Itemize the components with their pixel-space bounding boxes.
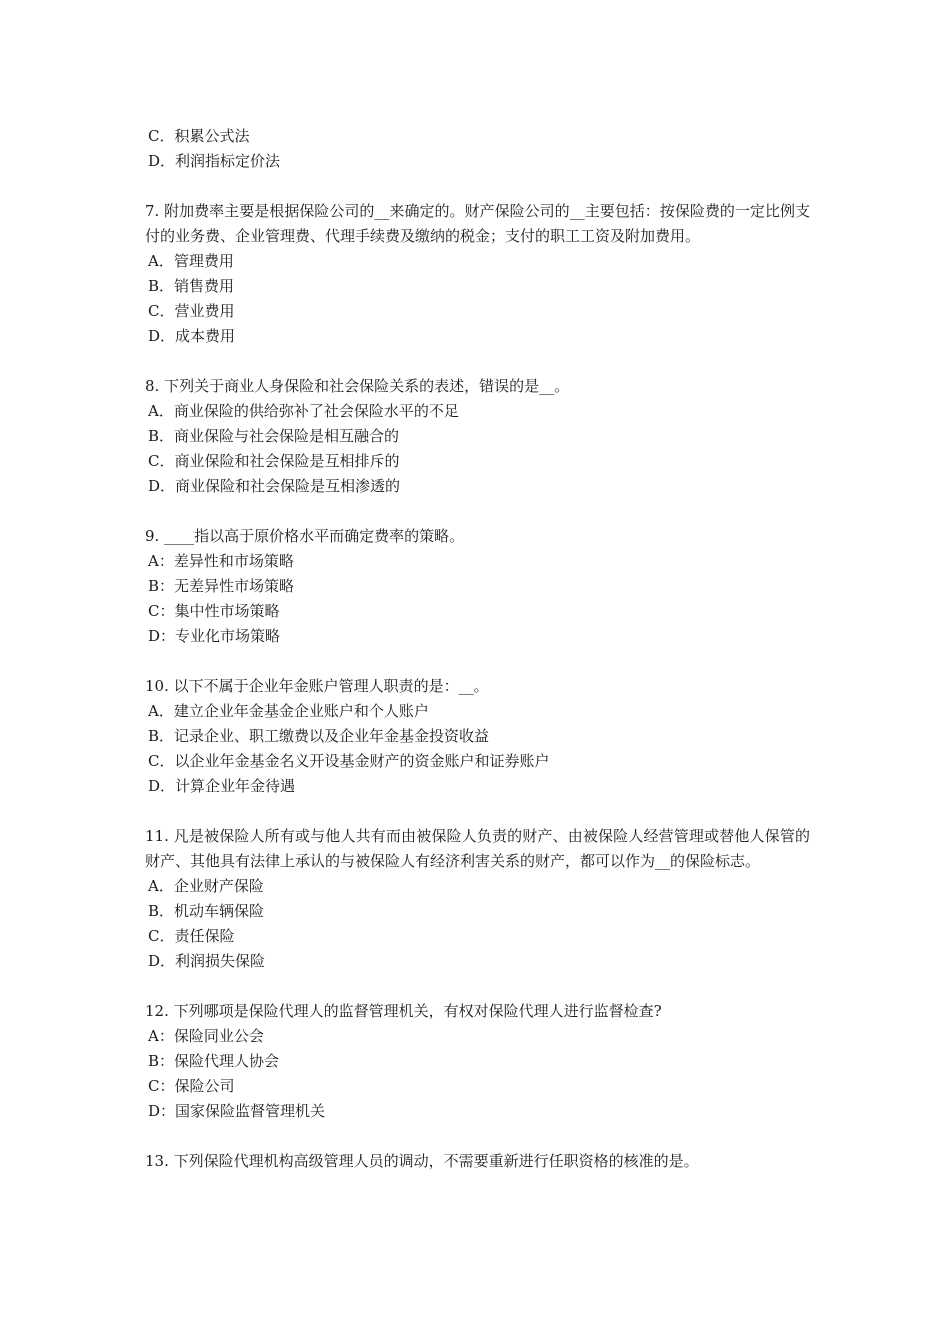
option: A：保险同业公会: [148, 1027, 264, 1045]
question-stem: 10. 以下不属于企业年金账户管理人职责的是：__。: [145, 677, 489, 695]
question-9: [145, 524, 810, 649]
question-8: [145, 374, 810, 499]
question-stem: 12. 下列哪项是保险代理人的监督管理机关，有权对保险代理人进行监督检查?: [145, 1002, 662, 1020]
option: A．商业保险的供给弥补了社会保险水平的不足: [148, 402, 459, 420]
option: B．记录企业、职工缴费以及企业年金基金投资收益: [148, 727, 490, 745]
option: B．商业保险与社会保险是相互融合的: [148, 427, 400, 445]
option: B．销售费用: [148, 277, 235, 295]
option: C．责任保险: [148, 927, 235, 945]
question-12: [145, 999, 810, 1124]
option: D．成本费用: [148, 327, 236, 345]
option: A．管理费用: [148, 252, 234, 270]
option: C．以企业年金基金名义开设基金财产的资金账户和证券账户: [148, 752, 550, 770]
question-stem: 7. 附加费率主要是根据保险公司的__来确定的。财产保险公司的__主要包括：按保险费的一定比例支付的业务费、企业管理费、代理手续费及缴纳的税金；支付的职工工资及附加费用。: [145, 202, 810, 245]
option: B：保险代理人协会: [148, 1052, 280, 1070]
question-11: [145, 824, 810, 974]
option: C：保险公司: [148, 1077, 235, 1095]
option: D．利润指标定价法: [148, 152, 281, 170]
question-10: [145, 674, 810, 799]
question-13: [145, 1149, 810, 1174]
option: B．机动车辆保险: [148, 902, 265, 920]
option: C：集中性市场策略: [148, 602, 280, 620]
option: D：国家保险监督管理机关: [148, 1102, 326, 1120]
option: A．企业财产保险: [148, 877, 264, 895]
option: D．利润损失保险: [148, 952, 266, 970]
previous-question-options: [145, 124, 810, 174]
option: D：专业化市场策略: [148, 627, 281, 645]
option: A．建立企业年金基金企业账户和个人账户: [148, 702, 429, 720]
option: D．商业保险和社会保险是互相渗透的: [148, 477, 401, 495]
question-stem: 8. 下列关于商业人身保险和社会保险关系的表述，错误的是__。: [145, 377, 570, 395]
option: D．计算企业年金待遇: [148, 777, 296, 795]
document-content: [145, 124, 810, 1174]
option: C．营业费用: [148, 302, 235, 320]
question-7: [145, 199, 810, 349]
option: C．商业保险和社会保险是互相排斥的: [148, 452, 400, 470]
option: C．积累公式法: [148, 127, 250, 145]
option: A：差异性和市场策略: [148, 552, 294, 570]
option: B：无差异性市场策略: [148, 577, 295, 595]
question-stem: 11. 凡是被保险人所有或与他人共有而由被保险人负责的财产、由被保险人经营管理或替他人保管的财产、其他具有法律上承认的与被保险人有经济利害关系的财产，都可以作为__的保险标志。: [145, 827, 810, 870]
question-stem: 13. 下列保险代理机构高级管理人员的调动，不需要重新进行任职资格的核准的是。: [145, 1152, 699, 1170]
question-stem: 9. ____指以高于原价格水平而确定费率的策略。: [145, 527, 465, 545]
